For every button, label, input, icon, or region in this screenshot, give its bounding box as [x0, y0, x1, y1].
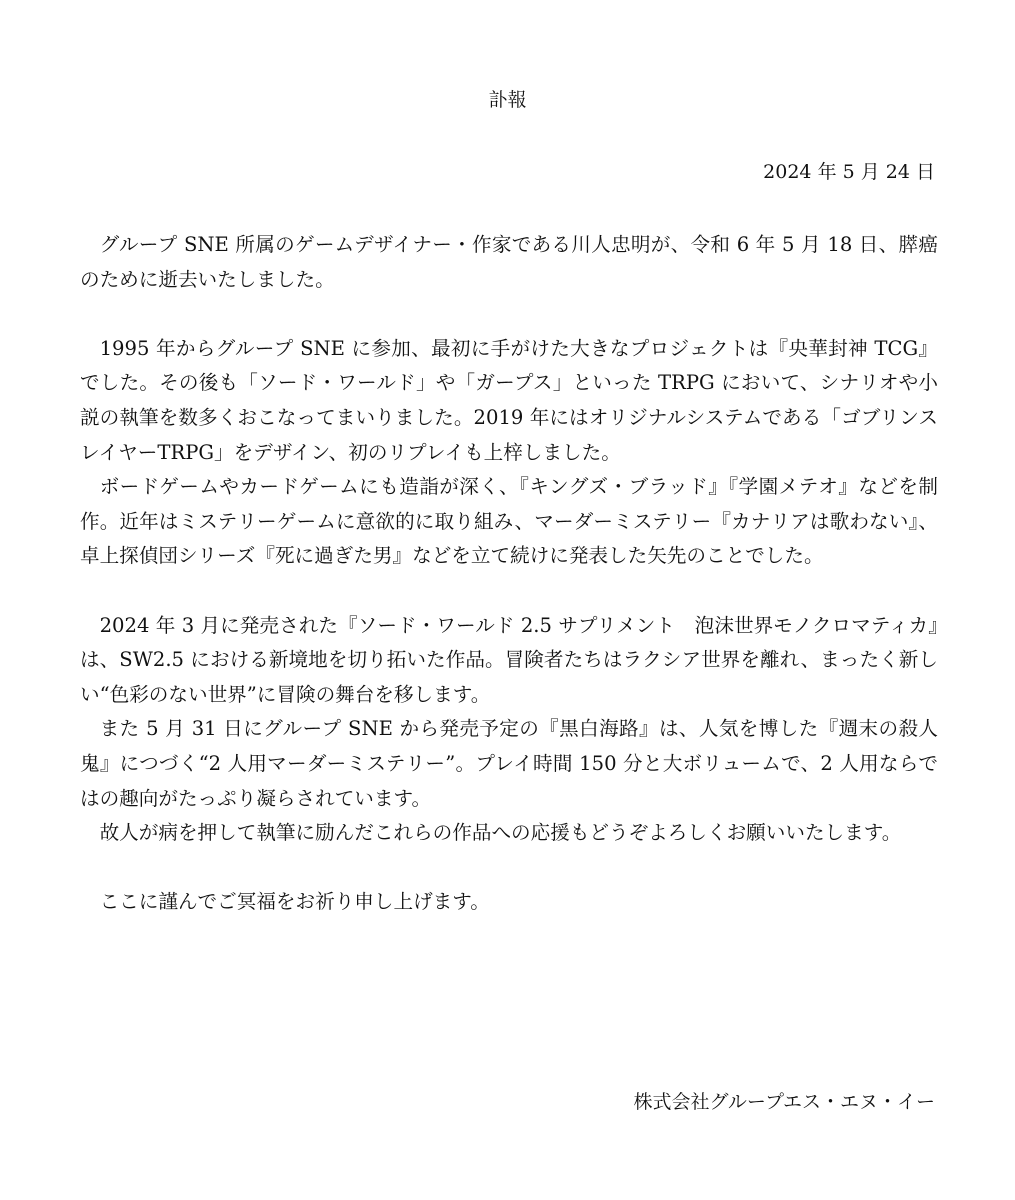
paragraph-monochromatica: 2024 年 3 月に発売された『ソード・ワールド 2.5 サプリメント 泡沫世界モノクロマティカ』は、SW2.5 における新境地を切り拓いた作品。冒険者たちはラクシア世界を離れ、まったく新しい“色彩のない世界”に冒険の舞台を移します。 — [80, 613, 938, 706]
document-date: 2024 年 5 月 24 日 — [763, 161, 935, 183]
paragraph-gap — [80, 297, 938, 332]
paragraph-works: ボードゲームやカードゲームにも造詣が深く、『キングズ・ブラッド』『学園メテオ』などを制作。近年はミステリーゲームに意欲的に取り組み、マーダーミステリー『カナリアは歌わない』、卓上探偵団シリーズ『死に過ぎた男』などを立て続けに発表した矢先のことでした。 — [80, 475, 938, 568]
document-title: 訃報 — [488, 89, 527, 111]
paragraph-support-request: 故人が病を押して執筆に励んだこれらの作品への応援もどうぞよろしくお願いいたします。 — [99, 821, 902, 845]
paragraph-condolence: ここに謹んでご冥福をお祈り申し上げます。 — [99, 890, 490, 914]
paragraph-career: 1995 年からグループ SNE に参加、最初に手がけた大きなプロジェクトは『央華封神 TCG』でした。その後も「ソード・ワールド」や「ガープス」といった TRPG において、シナリオや小説の執筆を数多くおこなってまいりました。2019 年にはオリジナルシステムである「ゴブリンスレイヤーTRPG」をデザイン、初のリプレイも上梓しました。 — [80, 336, 938, 464]
paragraph-gap — [80, 574, 938, 609]
paragraph-gap — [80, 851, 938, 886]
company-signature: 株式会社グループエス・エヌ・イー — [633, 1091, 935, 1113]
paragraph-announcement: グループ SNE 所属のゲームデザイナー・作家である川人忠明が、令和 6 年 5 月 18 日、膵癌のために逝去いたしました。 — [80, 233, 938, 291]
paragraph-kokubyaku-kairo: また 5 月 31 日にグループ SNE から発売予定の『黒白海路』は、人気を博した『週末の殺人鬼』につづく“2 人用マーダーミステリー”。プレイ時間 150 分と大ボリュームで、2 人用ならではの趣向がたっぷり凝らされています。 — [80, 717, 938, 810]
document-body — [80, 228, 938, 920]
